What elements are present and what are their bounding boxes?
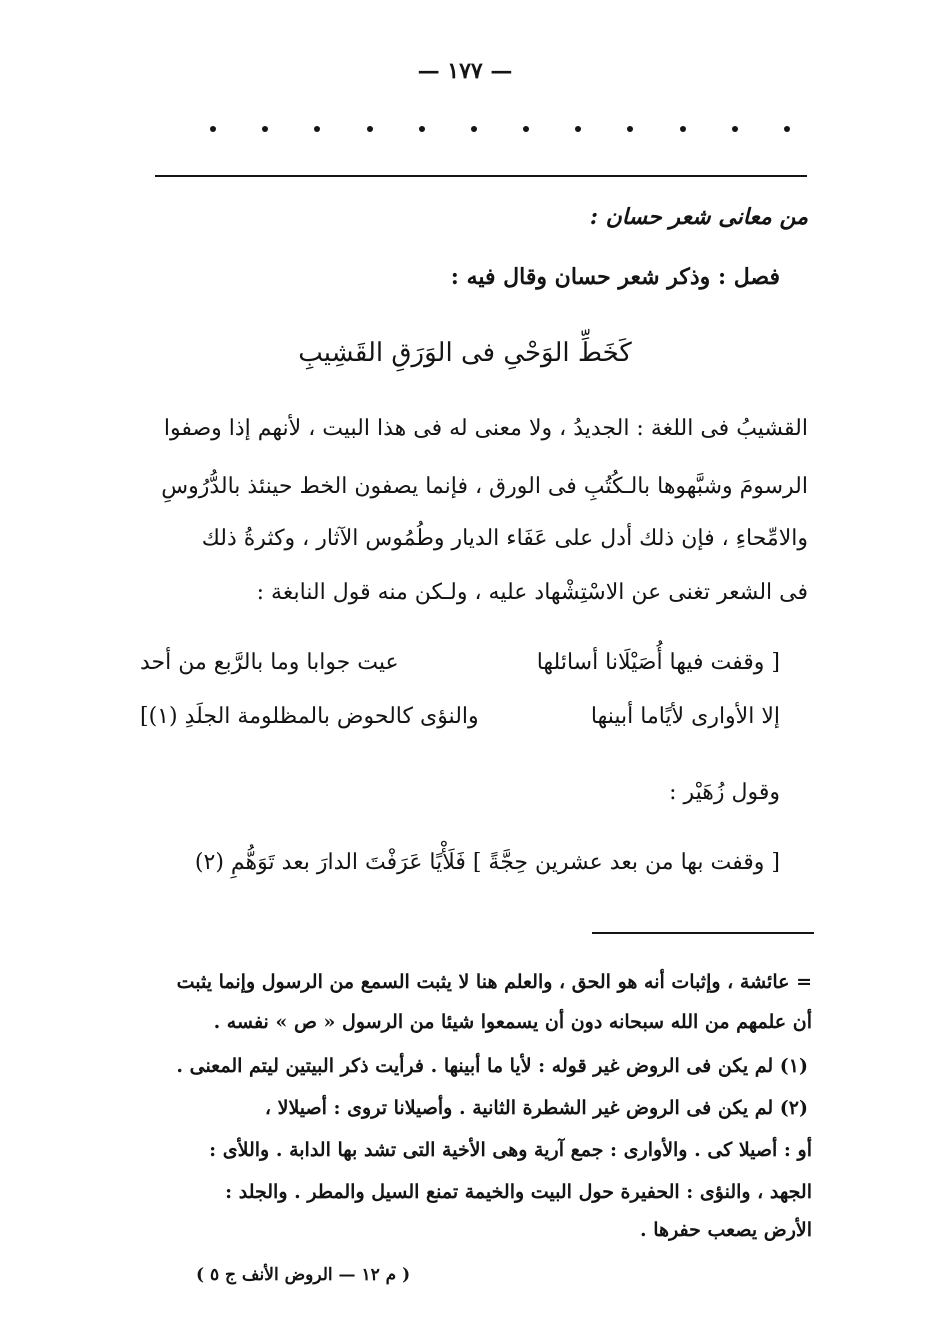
footnote-line: = عائشة ، وإثبات أنه هو الحق ، والعلم هنا لا يثبت السمع من الرسول وإنما يثبت <box>176 971 812 993</box>
nabigha-verse <box>140 702 780 732</box>
verse-hemistich-second: عيت جوابا وما بالرَّبع من أحد <box>140 650 399 675</box>
footnote-line: (٢) لم يكن فى الروض غير الشطرة الثانية . وأصيلانا تروى : أصيلالا ، <box>264 1097 808 1119</box>
footnote-line: أن علمهم من الله سبحانه دون أن يسمعوا شيئا من الرسول « ص » نفسه . <box>213 1011 812 1033</box>
paragraph-line: القشيبُ فى اللغة : الجديدُ ، ولا معنى له فى هذا البيت ، لأنهم إذا وصفوا <box>163 416 808 441</box>
page-number: — ١٧٧ — <box>417 58 513 84</box>
nabigha-verse <box>140 648 780 678</box>
ornament-dot <box>784 126 790 132</box>
footnote-rule <box>592 932 814 934</box>
ornament-dot <box>367 126 373 132</box>
verse-hemistich-first: [ وقفت فيها أُصَيْلَانا أسائلها <box>536 650 780 675</box>
ornament-dot <box>210 126 216 132</box>
ornament-dot <box>732 126 738 132</box>
section-intro: فصل : وذكر شعر حسان وقال فيه : <box>450 264 780 290</box>
header-rule <box>155 175 807 177</box>
ornament-dot <box>471 126 477 132</box>
paragraph-line: الرسومَ وشبَّهوها بالـكُتُبِ فى الورق ، فإنما يصفون الخط حينئذ بالدُّرُوسِ <box>161 474 808 499</box>
ornament-dot <box>262 126 268 132</box>
section-heading: من معانى شعر حسان : <box>589 204 808 230</box>
ornament-dots <box>210 126 790 132</box>
ornament-dot <box>419 126 425 132</box>
ornament-dot <box>575 126 581 132</box>
paragraph-line: فى الشعر تغنى عن الاسْتِشْهاد عليه ، ولـكن منه قول النابغة : <box>256 580 808 605</box>
zuhair-verse: [ وقفت بها من بعد عشرين حِجَّةً ] فَلَأْيًا عَرَفْتَ الدارَ بعد تَوَهُّمِ (٢) <box>194 850 780 875</box>
paragraph-line: والامِّحاءِ ، فإن ذلك أدل على عَفَاء الديار وطُمُوس الآثار ، وكثرةُ ذلك <box>201 526 808 551</box>
ornament-dot <box>680 126 686 132</box>
ornament-dot <box>627 126 633 132</box>
footnote-line: الجهد ، والنؤى : الحفيرة حول البيت والخيمة تمنع السيل والمطر . والجلد : <box>225 1181 812 1203</box>
quoted-verse: كَخَطِّ الوَحْىِ فى الوَرَقِ القَشِيبِ <box>298 338 632 368</box>
verse-hemistich-first: إلا الأوارى لأيًاما أبينها <box>590 704 780 729</box>
verse-hemistich-second: والنؤى كالحوض بالمظلومة الجلَدِ (١)] <box>140 704 479 729</box>
signature-mark: ( م ١٢ — الروض الأنف ج ٥ ) <box>196 1265 411 1285</box>
footnote-line: الأرض يصعب حفرها . <box>640 1219 812 1241</box>
zuhair-intro: وقول زُهَيْر : <box>669 780 780 805</box>
footnote-line: (١) لم يكن فى الروض غير قوله : لأيا ما أبينها . فرأيت ذكر البيتين ليتم المعنى . <box>176 1055 808 1077</box>
ornament-dot <box>314 126 320 132</box>
footnote-line: أو : أصيلا كى . والأوارى : جمع آرية وهى الأخية التى تشد بها الدابة . واللأى : <box>209 1139 812 1161</box>
ornament-dot <box>523 126 529 132</box>
